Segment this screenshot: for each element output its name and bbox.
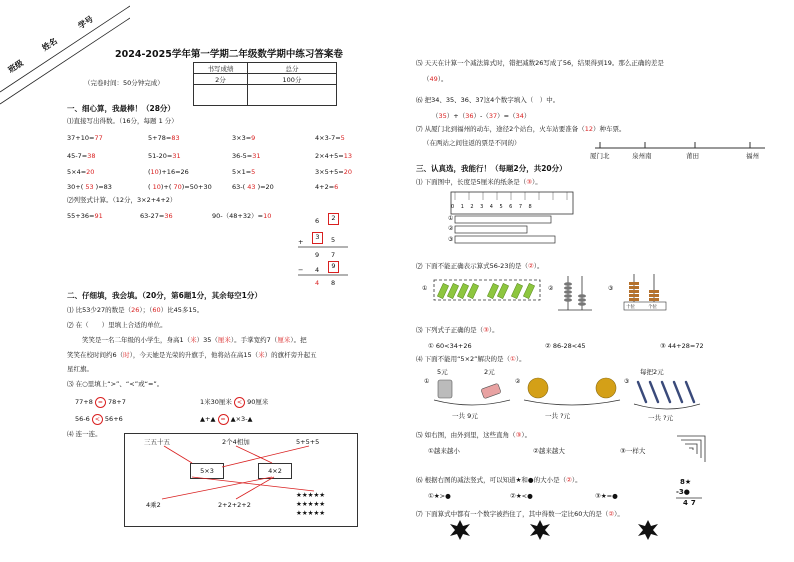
s3-q4: ⑷ 下面不能用“5×2”解决的是（①）。 bbox=[416, 355, 526, 363]
q6-option-2: ②★<● bbox=[510, 492, 533, 500]
r7-line-2: （在两站之间往返的票是不同的） bbox=[423, 139, 521, 147]
match-top-2: 2个4相加 bbox=[222, 438, 250, 446]
binding-lines bbox=[0, 0, 130, 110]
s2-q4: ⑷ 连一连。 bbox=[67, 430, 102, 438]
section-2-title: 二、仔细填，我会填。（20分，第6题1分，其余每空1分） bbox=[67, 291, 262, 300]
match-bot-1: 4乘2 bbox=[146, 501, 161, 509]
q3-option-3: ③ 44+28=72 bbox=[660, 342, 704, 350]
station-line bbox=[590, 140, 770, 152]
r7-line-1: ⑺ 从厦门北到福州的动车，途径2个站台，火车站要准备（12）种车票。 bbox=[416, 125, 626, 133]
score-header-1: 书写成绩 bbox=[194, 63, 248, 74]
compare-3: 56-6 < 56+6 bbox=[75, 415, 123, 423]
s2-q2: ⑵ 在（ ）里填上合适的单位。 bbox=[67, 321, 167, 329]
s3-q1: ⑴ 下面图中，长度是5厘米的纸条是（③）。 bbox=[416, 178, 542, 186]
match-mid-2: 4×2 bbox=[258, 463, 292, 479]
match-bot-2: 2+2+2+2 bbox=[218, 501, 251, 509]
q5-option-1: ①越来越小 bbox=[428, 447, 460, 455]
vertical-calc-b: 63-27=36 bbox=[140, 212, 173, 220]
q5-option-3: ③一样大 bbox=[620, 447, 646, 455]
class-label: 班级 bbox=[6, 58, 25, 75]
vertical-calc-a: 55+36=91 bbox=[67, 212, 103, 220]
station-3: 莆田 bbox=[686, 152, 699, 160]
score-blank-1 bbox=[194, 85, 248, 106]
id-label: 学号 bbox=[76, 14, 95, 31]
page-title: 2024-2025学年第一学期二年级数学期中练习答案卷 bbox=[115, 49, 343, 60]
score-value-1: 2分 bbox=[194, 74, 248, 85]
s3-q3: ⑶ 下列式子正确的是（③）。 bbox=[416, 326, 499, 334]
svg-text:十位: 十位 bbox=[626, 305, 635, 310]
s3-q7: ⑺ 下面算式中都有一个数字被挡住了，其中得数一定比60大的是（②）。 bbox=[416, 510, 624, 518]
unit-para-2: 笑笑在校时间约6（时），今天她是光荣的升旗手，他将站在高15（米）的旗杆旁升起五 bbox=[67, 351, 317, 359]
section-1-title: 一、细心算，我最棒！（28分） bbox=[67, 104, 175, 113]
name-label: 姓名 bbox=[40, 36, 59, 53]
compare-2: 1米30厘米 < 90厘米 bbox=[200, 398, 269, 406]
svg-text:个位: 个位 bbox=[648, 305, 657, 310]
match-lines bbox=[124, 433, 356, 525]
station-1: 厦门北 bbox=[590, 152, 610, 160]
s2-q3: ⑶ 在○里填上“>”、“<”或“=”。 bbox=[67, 380, 164, 388]
match-top-1: 三五十五 bbox=[144, 438, 170, 446]
q6-option-1: ①★>● bbox=[428, 492, 451, 500]
station-2: 泉州南 bbox=[632, 152, 652, 160]
s3-q6: ⑹ 根据右图的减法竖式，可以知道★和●的大小是（②）。 bbox=[416, 476, 582, 484]
r6-line-1: ⑹ 把34、35、36、37这4个数字填入（ ）中。 bbox=[416, 96, 560, 104]
time-note: （完卷时间：50分钟完成） bbox=[84, 79, 164, 87]
q3-option-1: ① 60<34+26 bbox=[428, 342, 472, 350]
right-angle-figure bbox=[675, 434, 709, 464]
compare-4: ▲+▲ = ▲×3-▲ bbox=[200, 415, 253, 423]
match-top-3: 5+5+5 bbox=[296, 438, 320, 446]
q6-option-3: ③★=● bbox=[595, 492, 618, 500]
s3-q2: ⑵ 下面不能正确表示算式56-23的是（②）。 bbox=[416, 262, 544, 270]
section-3-title: 三、认真选，我能行！（每题2分，共20分） bbox=[416, 164, 567, 173]
score-value-2: 100分 bbox=[248, 74, 337, 85]
r5-line-1: ⑸ 天天在计算一个减法算式时，错把减数26写成了56，结果得到19。那么正确的差是 bbox=[416, 59, 664, 67]
compare-1: 77+8 = 78+7 bbox=[75, 398, 126, 406]
station-4: 福州 bbox=[746, 152, 759, 160]
q7-ink-blots bbox=[448, 518, 748, 542]
s2-q1: ⑴ 比53少27的数是（26）；（60）比45多15。 bbox=[67, 306, 204, 314]
r6-line-2: （35）+（36）-（37）=（34） bbox=[432, 112, 531, 120]
s3-q5: ⑸ 如右图，由外到里，这些直角（③）。 bbox=[416, 431, 532, 439]
unit-para-3: 星红旗。 bbox=[67, 365, 93, 373]
score-blank-2 bbox=[248, 85, 337, 106]
match-stars: ★★★★★ ★★★★★ ★★★★★ bbox=[296, 491, 326, 517]
score-table bbox=[193, 62, 337, 106]
unit-para-1: 笑笑是一名二年级的小学生，身高1（米）35（厘米）。手掌宽约7（厘米）。把 bbox=[82, 336, 307, 344]
s1-q2: ⑵列竖式计算。（12分，3×2+4+2） bbox=[67, 196, 177, 204]
q5-option-2: ②越来越大 bbox=[533, 447, 565, 455]
score-header-2: 总分 bbox=[248, 63, 337, 74]
r5-line-2: （49）。 bbox=[423, 75, 448, 83]
s1-q1: ⑴直接写出得数。（16分，每题 1 分） bbox=[67, 117, 178, 125]
ruler-numbers: 012345678 bbox=[451, 204, 539, 210]
match-mid-1: 5×3 bbox=[190, 463, 224, 479]
q3-option-2: ② 86-28<45 bbox=[545, 342, 586, 350]
vertical-calc-c: 90-（48+32）=10 bbox=[212, 212, 272, 220]
